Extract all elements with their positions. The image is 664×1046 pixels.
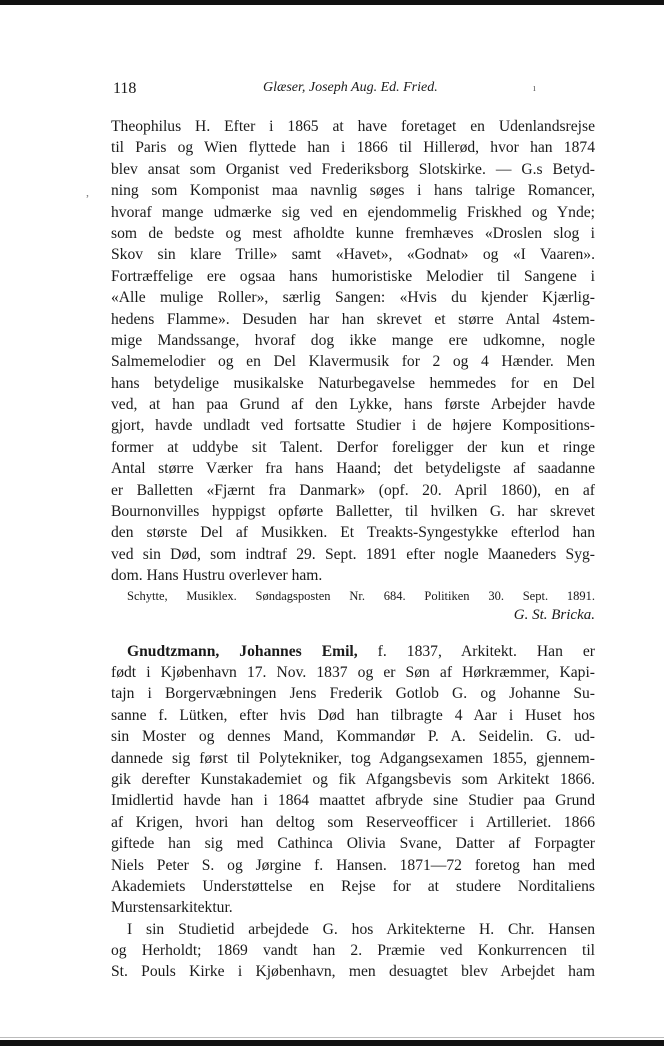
entry-gnudtzmann xyxy=(111,641,595,983)
text-line: Theophilus H. Efter i 1865 at have foretaget en Udenlandsrejse xyxy=(111,118,595,135)
text-line: St. Pouls Kirke i Kjøbenhavn, men desuagtet blev Arbejdet ham xyxy=(111,963,595,981)
text-line: Skov sin klare Trille» samt «Havet», «Godnat» og «I Vaaren». xyxy=(111,246,595,264)
text-line: ved sin Død, som indtraf 29. Sept. 1891 efter nogle Maaneders Syg- xyxy=(111,545,595,563)
text-line: Fortræffelige ere ogsaa hans humoristiske Melodier til Sangene i xyxy=(111,267,595,285)
text-line: gik derefter Kunstakademiet og fik Afgangsbevis som Arkitekt 1866. xyxy=(111,770,595,788)
text-line: Niels Peter S. og Jørgine f. Hansen. 1871—72 foretog han med xyxy=(111,856,595,874)
text-line: Antal større Værker fra hans Haand; det betydeligste af saadanne xyxy=(111,460,595,478)
text-line: I sin Studietid arbejdede G. hos Arkitekterne H. Chr. Hansen xyxy=(127,920,595,938)
text-line: hvoraf mange udmærke sig ved en ejendommelig Friskhed og Ynde; xyxy=(111,203,595,221)
text-line: hedens Flamme». Desuden har han skrevet et større Antal 4stem- xyxy=(111,310,595,328)
bottom-border-rule xyxy=(0,1040,664,1046)
entry-headword: Gnudtzmann, Johannes Emil, xyxy=(127,642,358,660)
text-line: giftede han sig med Cathinca Olivia Svane, Datter af Forpagter xyxy=(111,835,595,853)
text-line: Bournonvilles hyppigst opførte Balletter, til hvilken G. har skrevet xyxy=(111,503,595,521)
entry-first-line xyxy=(111,641,595,662)
running-head: Glæser, Joseph Aug. Ed. Fried. xyxy=(263,80,438,95)
entry-first-line-rest: f. 1837, Arkitekt. Han er xyxy=(357,642,595,660)
page-header xyxy=(113,80,603,102)
margin-mark: , xyxy=(86,185,89,199)
text-line: «Alle mulige Roller», særlig Sangen: «Hvis du kjender Kjærlig- xyxy=(111,289,595,307)
references-line: Schytte, Musiklex. Søndagsposten Nr. 684. Politiken 30. Sept. 1891. xyxy=(127,588,595,603)
text-line: ning som Komponist maa navnlig søges i hans talrige Romancer, xyxy=(111,182,595,200)
text-line: til Paris og Wien flyttede han i 1866 til Hillerød, hvor han 1874 xyxy=(111,139,595,157)
text-line: blev ansat som Organist ved Frederiksborg Slotskirke. — G.s Betyd- xyxy=(111,160,595,178)
text-line: Murstensarkitektur. xyxy=(111,899,233,917)
top-border-rule xyxy=(0,0,664,5)
text-line: som de bedste og mest afholdte kunne fremhæves «Droslen slog i xyxy=(111,224,595,242)
stray-mark: ı xyxy=(533,83,536,94)
text-line: og Herholdt; 1869 vandt han 2. Præmie ved Konkurrencen til xyxy=(111,942,595,960)
author-signature: G. St. Bricka. xyxy=(513,606,595,623)
text-line: hans betydelige musikalske Naturbegavelse hemmedes for en Del xyxy=(111,374,595,392)
text-line: Salmemelodier og en Del Klavermusik for 2 og 4 Hænder. Men xyxy=(111,353,595,371)
text-line: ved, at han paa Grund af den Lykke, hans første Arbejder havde xyxy=(111,396,595,414)
entry-glaeser-continuation xyxy=(111,116,595,625)
text-line: tajn i Borgervæbningen Jens Frederik Gotlob G. og Johanne Su- xyxy=(111,685,595,703)
text-line: sanne f. Lütken, efter hvis Død han tilbragte 4 Aar i Huset hos xyxy=(111,706,595,724)
text-line: født i Kjøbenhavn 17. Nov. 1837 og er Søn af Hørkræmmer, Kapi- xyxy=(111,663,595,681)
page-edge-line xyxy=(0,1037,664,1038)
page-body xyxy=(111,116,595,983)
page-number: 118 xyxy=(113,80,137,97)
text-line: dom. Hans Hustru overlever ham. xyxy=(111,567,323,585)
text-line: mige Mandssange, hvoraf dog ikke mange ere udkomne, nogle xyxy=(111,331,595,349)
text-line: af Krigen, hvori han deltog som Reserveofficer i Artilleriet. 1866 xyxy=(111,813,595,831)
text-line: dannede sig først til Polytekniker, tog Adgangsexamen 1855, gjennem- xyxy=(111,749,595,767)
text-line: gjort, havde undladt ved fortsatte Studier i de højere Kompositions- xyxy=(111,417,595,435)
text-line: Akademiets Understøttelse en Rejse for at studere Norditaliens xyxy=(111,877,595,895)
text-line: Imidlertid havde han i 1864 maattet afbryde sine Studier paa Grund xyxy=(111,792,595,810)
text-line: den største Del af Musikken. Et Treakts-Syngestykke efterlod han xyxy=(111,524,595,542)
text-line: er Balletten «Fjærnt fra Danmark» (opf. 20. April 1860), en af xyxy=(111,481,595,499)
text-line: sin Moster og dennes Mand, Kommandør P. A. Seidelin. G. ud- xyxy=(111,728,595,746)
text-line: former at uddybe sit Talent. Derfor foreligger der kun et ringe xyxy=(111,438,595,456)
